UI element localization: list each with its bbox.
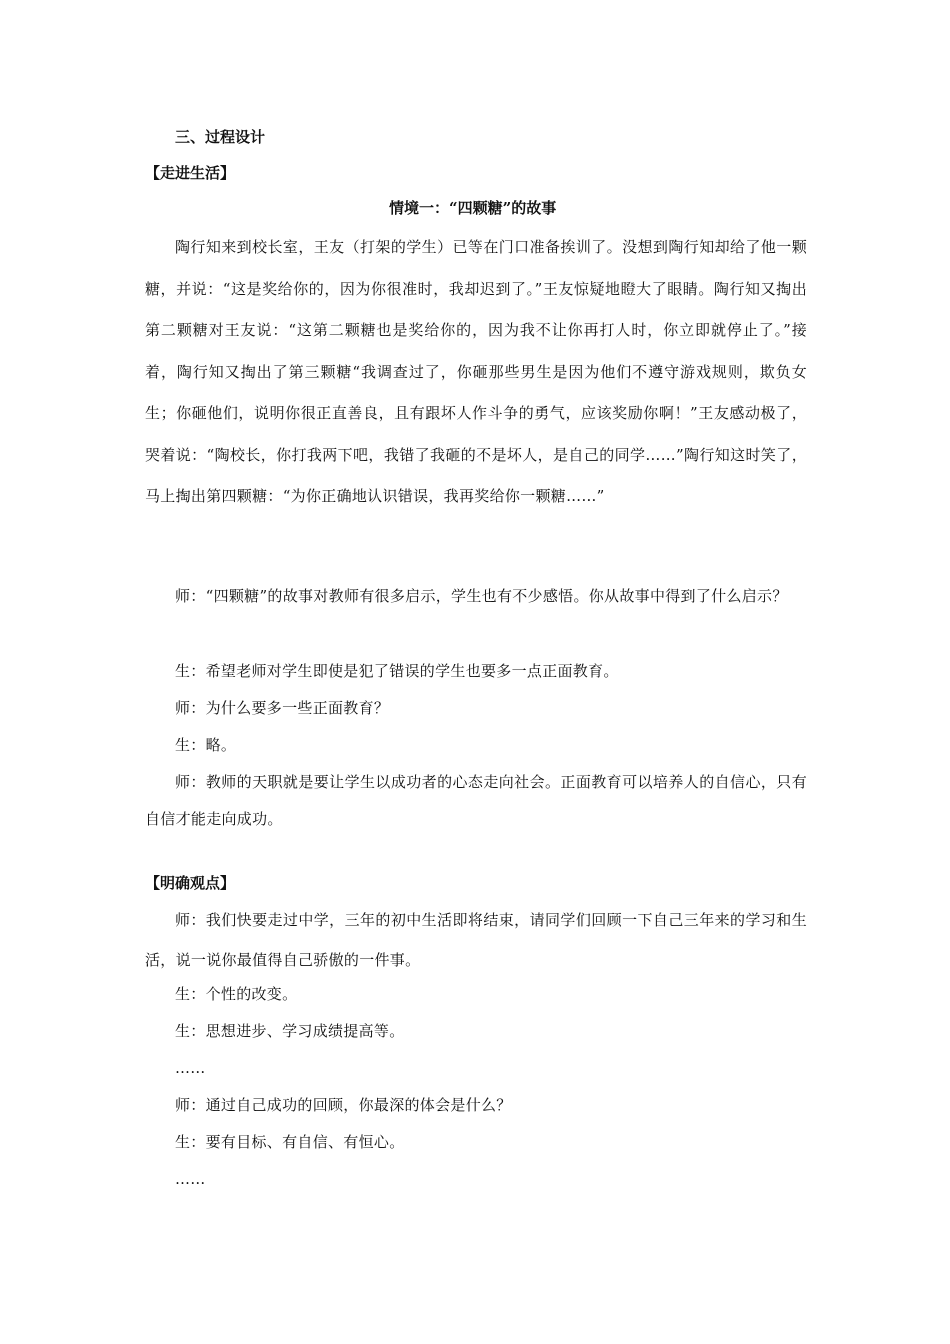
dialogue-line: 生：希望老师对学生即使是犯了错误的学生也要多一点正面教育。	[175, 662, 619, 680]
part1-heading: 【走进生活】	[145, 164, 236, 182]
part2-heading: 【明确观点】	[145, 874, 236, 892]
ellipsis-line: ……	[175, 1170, 206, 1188]
scenario-title: 情境一：“四颗糖”的故事	[389, 199, 557, 217]
ellipsis-line: ……	[175, 1059, 206, 1077]
dialogue-line: 生：略。	[175, 736, 237, 754]
dialogue-line: 生：要有目标、有自信、有恒心。	[175, 1133, 405, 1151]
section-title: 三、过程设计	[175, 128, 266, 146]
dialogue-line: 师：为什么要多一些正面教育？	[175, 699, 390, 717]
dialogue-line: 师：教师的天职就是要让学生以成功者的心态走向社会。正面教育可以培养人的自信心，只有自信才能走向成功。	[145, 773, 807, 828]
dialogue-line: 生：思想进步、学习成绩提高等。	[175, 1022, 405, 1040]
dialogue-line: 生：个性的改变。	[175, 985, 298, 1003]
dialogue-line: 师：我们快要走过中学，三年的初中生活即将结束，请同学们回顾一下自己三年来的学习和生活，说一说你最值得自己骄傲的一件事。	[145, 911, 807, 969]
story-paragraph: 陶行知来到校长室，王友（打架的学生）已等在门口准备挨训了。没想到陶行知却给了他一颗糖，并说：“这是奖给你的，因为你很准时，我却迟到了。”王友惊疑地瞪大了眼睛。陶行知又掏出第二颗糖对王友说：“这第二颗糖也是奖给你的，因为我不让你再打人时，你立即就停止了。”接着，陶行知又掏出了第三颗糖“我调查过了，你砸那些男生是因为他们不遵守游戏规则，欺负女生；你砸他们，说明你很正直善良，且有跟坏人作斗争的勇气，应该奖励你啊！”王友感动极了，哭着说：“陶校长，你打我两下吧，我错了我砸的不是坏人，是自己的同学……”陶行知这时笑了，马上掏出第四颗糖：“为你正确地认识错误，我再奖给你一颗糖……”	[145, 238, 807, 505]
dialogue-line: 师：通过自己成功的回顾，你最深的体会是什么？	[175, 1096, 512, 1114]
dialogue-line: 师：“四颗糖”的故事对教师有很多启示，学生也有不少感悟。你从故事中得到了什么启示？	[175, 587, 788, 605]
